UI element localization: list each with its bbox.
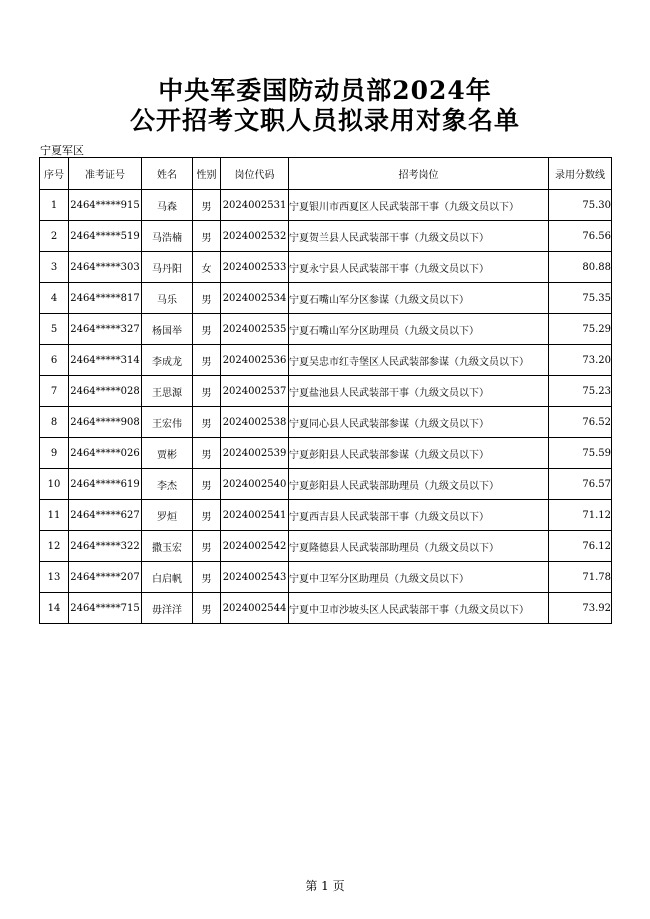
cell-post: 宁夏吴忠市红寺堡区人民武装部参谋（九级文员以下） bbox=[289, 345, 549, 376]
cell-gender: 男 bbox=[193, 376, 221, 407]
cell-post-code: 2024002543 bbox=[221, 562, 289, 593]
cell-score: 75.29 bbox=[549, 314, 612, 345]
table-row bbox=[40, 407, 612, 438]
cell-seq: 1 bbox=[40, 190, 69, 221]
cell-ticket: 2464*****908 bbox=[69, 407, 142, 438]
cell-ticket: 2464*****207 bbox=[69, 562, 142, 593]
cell-ticket: 2464*****915 bbox=[69, 190, 142, 221]
cell-score: 73.92 bbox=[549, 593, 612, 624]
cell-gender: 男 bbox=[193, 345, 221, 376]
cell-post: 宁夏石嘴山军分区助理员（九级文员以下） bbox=[289, 314, 549, 345]
cell-score: 75.59 bbox=[549, 438, 612, 469]
cell-name: 马丹阳 bbox=[142, 252, 193, 283]
cell-gender: 男 bbox=[193, 314, 221, 345]
cell-post-code: 2024002533 bbox=[221, 252, 289, 283]
cell-seq: 13 bbox=[40, 562, 69, 593]
header-ticket: 准考证号 bbox=[69, 158, 142, 190]
cell-name: 撒玉宏 bbox=[142, 531, 193, 562]
cell-post: 宁夏银川市西夏区人民武装部干事（九级文员以下） bbox=[289, 190, 549, 221]
header-gender: 性别 bbox=[193, 158, 221, 190]
cell-name: 王思源 bbox=[142, 376, 193, 407]
cell-seq: 3 bbox=[40, 252, 69, 283]
cell-score: 75.30 bbox=[549, 190, 612, 221]
cell-gender: 男 bbox=[193, 407, 221, 438]
header-name: 姓名 bbox=[142, 158, 193, 190]
table-row bbox=[40, 562, 612, 593]
cell-seq: 5 bbox=[40, 314, 69, 345]
cell-ticket: 2464*****715 bbox=[69, 593, 142, 624]
cell-post: 宁夏彭阳县人民武装部助理员（九级文员以下） bbox=[289, 469, 549, 500]
cell-post: 宁夏中卫军分区助理员（九级文员以下） bbox=[289, 562, 549, 593]
cell-name: 毋洋洋 bbox=[142, 593, 193, 624]
cell-gender: 男 bbox=[193, 562, 221, 593]
table-row bbox=[40, 500, 612, 531]
table-row bbox=[40, 593, 612, 624]
table-row bbox=[40, 531, 612, 562]
cell-name: 罗烜 bbox=[142, 500, 193, 531]
header-seq: 序号 bbox=[40, 158, 69, 190]
cell-post-code: 2024002536 bbox=[221, 345, 289, 376]
cell-ticket: 2464*****314 bbox=[69, 345, 142, 376]
cell-name: 马浩楠 bbox=[142, 221, 193, 252]
cell-name: 白启帆 bbox=[142, 562, 193, 593]
cell-post-code: 2024002531 bbox=[221, 190, 289, 221]
cell-post-code: 2024002541 bbox=[221, 500, 289, 531]
cell-name: 马乐 bbox=[142, 283, 193, 314]
cell-post: 宁夏隆德县人民武装部助理员（九级文员以下） bbox=[289, 531, 549, 562]
cell-name: 杨国举 bbox=[142, 314, 193, 345]
cell-score: 80.88 bbox=[549, 252, 612, 283]
cell-score: 76.57 bbox=[549, 469, 612, 500]
page-number: 第 1 页 bbox=[305, 879, 345, 893]
cell-seq: 7 bbox=[40, 376, 69, 407]
table-row bbox=[40, 221, 612, 252]
cell-seq: 14 bbox=[40, 593, 69, 624]
region-label: 宁夏军区 bbox=[40, 144, 84, 157]
cell-gender: 男 bbox=[193, 221, 221, 252]
cell-seq: 9 bbox=[40, 438, 69, 469]
cell-name: 马森 bbox=[142, 190, 193, 221]
cell-post-code: 2024002534 bbox=[221, 283, 289, 314]
cell-ticket: 2464*****322 bbox=[69, 531, 142, 562]
cell-score: 75.35 bbox=[549, 283, 612, 314]
cell-post-code: 2024002532 bbox=[221, 221, 289, 252]
cell-seq: 11 bbox=[40, 500, 69, 531]
cell-ticket: 2464*****026 bbox=[69, 438, 142, 469]
cell-post: 宁夏同心县人民武装部参谋（九级文员以下） bbox=[289, 407, 549, 438]
cell-post: 宁夏中卫市沙坡头区人民武装部干事（九级文员以下） bbox=[289, 593, 549, 624]
cell-score: 71.12 bbox=[549, 500, 612, 531]
table-row bbox=[40, 314, 612, 345]
cell-gender: 男 bbox=[193, 438, 221, 469]
header-post: 招考岗位 bbox=[289, 158, 549, 190]
cell-post-code: 2024002539 bbox=[221, 438, 289, 469]
document-title-line1: 中央军委国防动员部2024年 bbox=[158, 76, 492, 105]
candidate-table bbox=[39, 157, 612, 624]
cell-ticket: 2464*****028 bbox=[69, 376, 142, 407]
cell-ticket: 2464*****817 bbox=[69, 283, 142, 314]
table-row bbox=[40, 376, 612, 407]
cell-score: 75.23 bbox=[549, 376, 612, 407]
cell-post-code: 2024002544 bbox=[221, 593, 289, 624]
cell-gender: 女 bbox=[193, 252, 221, 283]
cell-gender: 男 bbox=[193, 469, 221, 500]
cell-ticket: 2464*****303 bbox=[69, 252, 142, 283]
cell-post: 宁夏彭阳县人民武装部参谋（九级文员以下） bbox=[289, 438, 549, 469]
table-row bbox=[40, 438, 612, 469]
cell-gender: 男 bbox=[193, 593, 221, 624]
header-post-code: 岗位代码 bbox=[221, 158, 289, 190]
cell-ticket: 2464*****619 bbox=[69, 469, 142, 500]
cell-post-code: 2024002538 bbox=[221, 407, 289, 438]
cell-post: 宁夏西吉县人民武装部干事（九级文员以下） bbox=[289, 500, 549, 531]
cell-score: 76.56 bbox=[549, 221, 612, 252]
header-score: 录用分数线 bbox=[549, 158, 612, 190]
table-row bbox=[40, 469, 612, 500]
cell-post: 宁夏石嘴山军分区参谋（九级文员以下） bbox=[289, 283, 549, 314]
cell-gender: 男 bbox=[193, 500, 221, 531]
cell-score: 73.20 bbox=[549, 345, 612, 376]
cell-post: 宁夏永宁县人民武装部干事（九级文员以下） bbox=[289, 252, 549, 283]
cell-seq: 8 bbox=[40, 407, 69, 438]
cell-score: 76.12 bbox=[549, 531, 612, 562]
cell-score: 76.52 bbox=[549, 407, 612, 438]
cell-name: 王宏伟 bbox=[142, 407, 193, 438]
cell-post: 宁夏盐池县人民武装部干事（九级文员以下） bbox=[289, 376, 549, 407]
cell-ticket: 2464*****327 bbox=[69, 314, 142, 345]
table-row bbox=[40, 345, 612, 376]
table-row bbox=[40, 252, 612, 283]
cell-post-code: 2024002540 bbox=[221, 469, 289, 500]
cell-ticket: 2464*****627 bbox=[69, 500, 142, 531]
cell-seq: 2 bbox=[40, 221, 69, 252]
cell-score: 71.78 bbox=[549, 562, 612, 593]
table-row bbox=[40, 283, 612, 314]
table-header-row bbox=[40, 158, 612, 190]
cell-seq: 12 bbox=[40, 531, 69, 562]
cell-post-code: 2024002535 bbox=[221, 314, 289, 345]
cell-gender: 男 bbox=[193, 283, 221, 314]
cell-seq: 4 bbox=[40, 283, 69, 314]
cell-name: 李杰 bbox=[142, 469, 193, 500]
cell-post: 宁夏贺兰县人民武装部干事（九级文员以下） bbox=[289, 221, 549, 252]
cell-gender: 男 bbox=[193, 531, 221, 562]
cell-post-code: 2024002542 bbox=[221, 531, 289, 562]
table-row bbox=[40, 190, 612, 221]
cell-gender: 男 bbox=[193, 190, 221, 221]
cell-seq: 10 bbox=[40, 469, 69, 500]
cell-ticket: 2464*****519 bbox=[69, 221, 142, 252]
cell-name: 贾彬 bbox=[142, 438, 193, 469]
cell-post-code: 2024002537 bbox=[221, 376, 289, 407]
cell-name: 李成龙 bbox=[142, 345, 193, 376]
document-title-line2: 公开招考文职人员拟录用对象名单 bbox=[129, 106, 520, 135]
cell-seq: 6 bbox=[40, 345, 69, 376]
